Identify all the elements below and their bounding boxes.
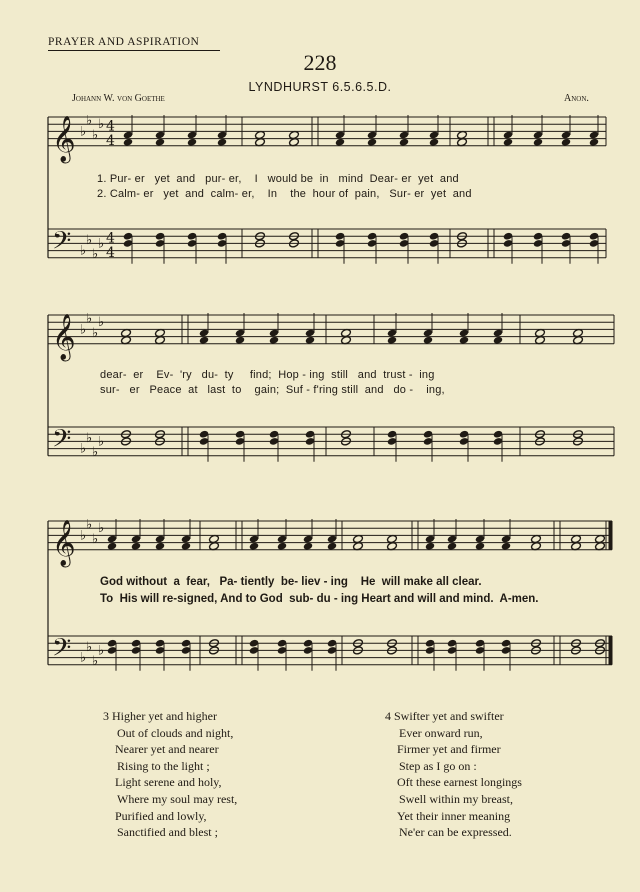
stanza-number: 3 xyxy=(103,709,109,723)
flat-icon: ♭ xyxy=(98,434,105,450)
note-head xyxy=(475,542,485,551)
lyric-line: To His will re-signed, And to God sub- du - ing Heart and will and mind. A-men. xyxy=(100,593,539,605)
tune-name-meter: LYNDHURST 6.5.6.5.D. xyxy=(248,80,392,94)
stanza-number: 4 xyxy=(385,709,391,723)
treble-staff xyxy=(48,315,614,344)
stanza-line: Ne'er can be expressed. xyxy=(399,825,512,840)
note-head xyxy=(589,138,599,147)
note-head xyxy=(423,336,433,345)
flat-icon: ♭ xyxy=(98,236,105,252)
stanza-line: Higher yet and higher xyxy=(112,709,217,723)
note-head xyxy=(501,542,511,551)
stanza-line: Rising to the light ; xyxy=(117,758,210,773)
lyric-line: dear- er Ev- 'ry du- ty find; Hop - ing still and trust - ing xyxy=(100,369,435,381)
time-signature: 4 xyxy=(106,244,115,261)
flat-icon: ♭ xyxy=(92,326,99,341)
flat-icon: ♭ xyxy=(92,128,99,143)
bass-clef-icon: 𝄢 xyxy=(52,226,72,262)
flat-icon: ♭ xyxy=(98,521,105,537)
stanza-line: Swifter yet and swifter xyxy=(394,709,504,723)
note-head xyxy=(561,138,571,147)
note-head xyxy=(181,542,191,551)
flat-icon: ♭ xyxy=(80,528,87,544)
note-head xyxy=(107,542,117,551)
stanza-line: Light serene and holy, xyxy=(115,775,222,790)
flat-icon: ♭ xyxy=(86,517,93,533)
hymn-number: 228 xyxy=(303,50,337,75)
note-head xyxy=(277,542,287,551)
stanza-line: Where my soul may rest, xyxy=(117,791,238,806)
bass-clef-icon: 𝄢 xyxy=(52,424,72,460)
flat-icon: ♭ xyxy=(80,650,87,666)
note-head xyxy=(123,138,133,147)
bass-clef-icon: 𝄢 xyxy=(52,633,72,669)
section-title: PRAYER AND ASPIRATION xyxy=(48,36,200,48)
note-head xyxy=(155,138,165,147)
flat-icon: ♭ xyxy=(92,654,99,670)
flat-icon: ♭ xyxy=(86,232,93,248)
note-head xyxy=(533,138,543,147)
composer-credit: Anon. xyxy=(564,93,589,104)
stanza-line: Step as I go on : xyxy=(399,758,477,773)
stanza-line: Nearer yet and nearer xyxy=(115,742,219,757)
lyric-line: sur- er Peace at last to gain; Suf - f'ring still and do - ing, xyxy=(100,384,445,396)
time-signature: 4 xyxy=(106,230,115,247)
note-head xyxy=(399,138,409,147)
flat-icon: ♭ xyxy=(92,532,99,547)
flat-icon: ♭ xyxy=(86,113,93,129)
stanza-line: Yet their inner meaning xyxy=(397,808,511,823)
note-head xyxy=(249,542,259,551)
flat-icon: ♭ xyxy=(80,243,87,259)
flat-icon: ♭ xyxy=(98,315,105,331)
note-head xyxy=(303,542,313,551)
flat-icon: ♭ xyxy=(98,643,105,659)
stanza-line: Oft these earnest longings xyxy=(397,775,522,790)
stanza-line: Ever onward run, xyxy=(399,725,483,740)
note-head xyxy=(327,542,337,551)
note-head xyxy=(429,138,439,147)
flat-icon: ♭ xyxy=(80,124,87,140)
flat-icon: ♭ xyxy=(92,247,99,263)
flat-icon: ♭ xyxy=(86,639,93,655)
flat-icon: ♭ xyxy=(80,322,87,338)
stanza-4 xyxy=(385,708,522,841)
note-head xyxy=(235,336,245,345)
note-head xyxy=(335,138,345,147)
lyric-line: God without a fear, Pa- tiently be- liev - ing He will make all clear. xyxy=(100,576,482,588)
flat-icon: ♭ xyxy=(98,117,105,133)
stanza-line: Out of clouds and night, xyxy=(117,725,234,740)
treble-clef-icon: 𝄞 xyxy=(52,115,76,162)
treble-clef-icon: 𝄞 xyxy=(52,313,76,360)
note-head xyxy=(199,336,209,345)
stanza-line: Swell within my breast, xyxy=(399,791,513,806)
note-head xyxy=(387,336,397,345)
note-head xyxy=(155,542,165,551)
note-head xyxy=(425,542,435,551)
note-head xyxy=(269,336,279,345)
stanza-3 xyxy=(103,708,237,841)
note-head xyxy=(217,138,227,147)
bass-staff xyxy=(48,427,614,456)
note-head xyxy=(187,138,197,147)
note-head xyxy=(459,336,469,345)
note-head xyxy=(305,336,315,345)
note-head xyxy=(503,138,513,147)
time-signature: 4 xyxy=(106,132,115,149)
note-head xyxy=(447,542,457,551)
author-credit: Johann W. von Goethe xyxy=(72,93,165,104)
treble-clef-icon: 𝄞 xyxy=(52,519,76,566)
note-head xyxy=(493,336,503,345)
flat-icon: ♭ xyxy=(86,430,93,446)
flat-icon: ♭ xyxy=(86,311,93,327)
note-head xyxy=(367,138,377,147)
time-signature: 4 xyxy=(106,118,115,135)
stanza-line: Firmer yet and firmer xyxy=(397,742,501,757)
lyric-line: 2. Calm- er yet and calm- er, In the hour of pain, Sur- er yet and xyxy=(97,188,472,200)
stanza-line: Sanctified and blest ; xyxy=(117,825,218,840)
flat-icon: ♭ xyxy=(80,441,87,457)
note-head xyxy=(131,542,141,551)
flat-icon: ♭ xyxy=(92,445,99,461)
lyric-line: 1. Pur- er yet and pur- er, I would be in mind Dear- er yet and xyxy=(97,173,459,185)
stanza-line: Purified and lowly, xyxy=(115,808,207,823)
